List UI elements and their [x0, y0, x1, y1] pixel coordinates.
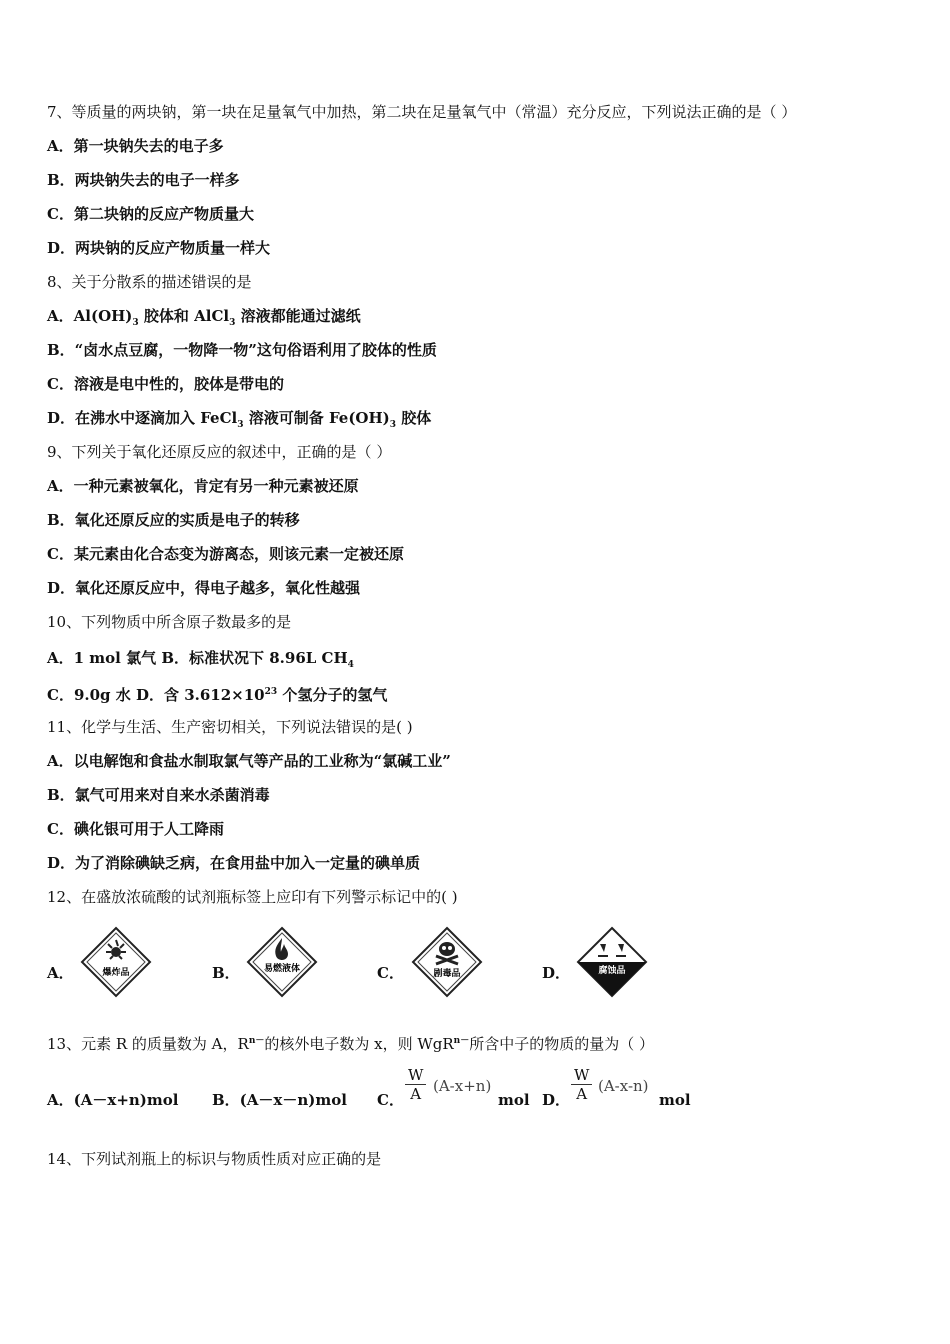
flammable-liquid-sign-text: 易燃液体 [263, 964, 301, 974]
q13-stem: 13、元素 R 的质量数为 A，$R^{n-}$的核外电子数为 x，则 WgR$^{n-}$所含中子的物质的量为（ ） [47, 1035, 654, 1053]
q7-option-a: A．第一块钠失去的电子多 [47, 137, 224, 155]
q8-option-c: C．溶液是电中性的，胶体是带电的 [47, 375, 284, 393]
q12-option-b: B． 易燃液体 [212, 948, 332, 993]
corrosive-sign-icon [576, 926, 648, 998]
q7-option-d: D．两块钠的反应产物质量一样大 [47, 239, 271, 257]
q11-option-a: A．以电解饱和食盐水制取氯气等产品的工业称为“氯碱工业” [47, 752, 451, 770]
toxic-sign-text: 剧毒品 [433, 969, 461, 979]
q10-options-cd: C．9.0g 水 D．含 $3.612\times 10^{23}$ 个氢分子的氢气 [47, 686, 388, 704]
q7-stem: 7、等质量的两块钠，第一块在足量氧气中加热，第二块在足量氧气中（常温）充分反应，下列说法正确的是（ ） [47, 103, 797, 121]
q13-option-b: B．(A－x－n)mol [212, 1091, 347, 1109]
q9-option-c: C．某元素由化合态变为游离态，则该元素一定被还原 [47, 545, 404, 563]
q12-options [0, 948, 950, 993]
fraction-w-over-a: $\frac{W}{A}$ [571, 1066, 592, 1103]
q7-option-c: C．第二块钠的反应产物质量大 [47, 205, 254, 223]
q10-options-ab: A．1 mol 氯气 B．标准状况下 8.96L $CH_4$ [47, 649, 354, 670]
q8-stem: 8、关于分散系的描述错误的是 [47, 273, 252, 291]
q13-option-a: A．(A－x+n)mol [47, 1091, 179, 1109]
q9-option-a: A．一种元素被氧化，肯定有另一种元素被还原 [47, 477, 359, 495]
q12-option-c: C． 剧毒品 [377, 948, 497, 993]
q9-stem: 9、下列关于氧化还原反应的叙述中，正确的是（ ） [47, 443, 392, 461]
q12-option-a: A． 爆炸品 [47, 948, 167, 993]
corrosive-sign-text: 腐蚀品 [598, 966, 626, 976]
explosive-sign-icon [80, 926, 152, 998]
q9-option-b: B．氧化还原反应的实质是电子的转移 [47, 511, 300, 529]
q8-option-a: A．$Al(OH)_3$ 胶体和 AlCl$_3$ 溶液都能通过滤纸 [47, 307, 361, 328]
q11-option-d: D．为了消除碘缺乏病，在食用盐中加入一定量的碘单质 [47, 854, 421, 872]
explosive-sign-text: 爆炸品 [102, 968, 130, 978]
q11-option-c: C．碘化银可用于人工降雨 [47, 820, 224, 838]
fraction-w-over-a: $\frac{W}{A}$ [405, 1066, 426, 1103]
q12-stem: 12、在盛放浓硫酸的试剂瓶标签上应印有下列警示标记中的( ) [47, 888, 458, 906]
q8-option-b: B．“卤水点豆腐，一物降一物”这句俗语利用了胶体的性质 [47, 341, 437, 359]
q11-option-b: B．氯气可用来对自来水杀菌消毒 [47, 786, 270, 804]
toxic-sign-icon [411, 926, 483, 998]
q7-option-b: B．两块钠失去的电子一样多 [47, 171, 240, 189]
q8-option-d: D．在沸水中逐滴加入 FeCl$_3$ 溶液可制备 $Fe(OH)_3$ 胶体 [47, 409, 432, 430]
q10-stem: 10、下列物质中所含原子数最多的是 [47, 613, 292, 631]
q14-stem: 14、下列试剂瓶上的标识与物质性质对应正确的是 [47, 1150, 382, 1168]
q11-stem: 11、化学与生活、生产密切相关，下列说法错误的是( ) [47, 718, 413, 736]
q9-option-d: D．氧化还原反应中，得电子越多，氧化性越强 [47, 579, 361, 597]
flammable-liquid-sign-icon [246, 926, 318, 998]
q12-option-d: D． 腐蚀品 [542, 948, 662, 993]
